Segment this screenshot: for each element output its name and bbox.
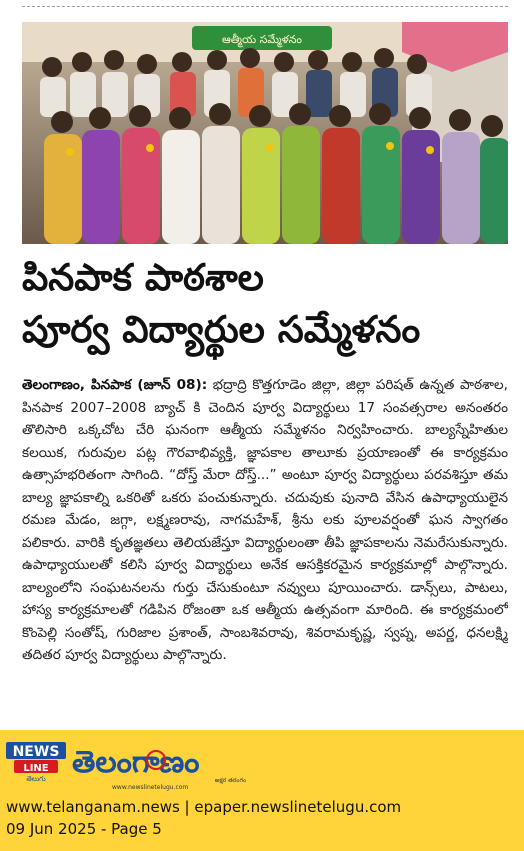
article-photo [22, 22, 508, 244]
news-logo-top: NEWS [12, 744, 60, 760]
top-divider [22, 6, 508, 7]
article-dateline: తెలంగాణం, పినపాక (జూన్ 08): [22, 377, 208, 393]
news-logo-bottom: LINE [23, 763, 49, 774]
paper-tagline: అక్షర తరంగం [214, 777, 246, 784]
news-logo-sub: తెలుగు [26, 775, 46, 782]
footer-urls: www.telanganam.news | epaper.newslinetelugu.com [6, 798, 402, 816]
article-body [22, 374, 508, 720]
group-photo [22, 22, 508, 244]
telanganam-logo-icon [70, 738, 250, 784]
headline-line-2: పూర్వ విద్యార్థుల సమ్మేళనం [22, 308, 421, 351]
article-headline [22, 252, 508, 356]
photo-banner: ఆత్మీయ సమ్మేళనం [222, 33, 302, 46]
newsline-logo-icon [6, 742, 66, 782]
logo-site: www.newslinetelugu.com [112, 784, 189, 791]
headline-line-1: పినపాక పాఠశాల [22, 256, 264, 299]
footer-bar [0, 730, 524, 851]
article-body-text: భద్రాద్రి కొత్తగూడెం జిల్లా, జిల్లా పరిషత్ ఉన్నత పాఠశాల, పినపాక 2007–2008 బ్యాచ్ కి చెందిన పూర్వ విద్యార్థులు 17 సంవత్సరాల అనంతరం తొలిసారి ఒక్కచోట చేరి ఘనంగా ఆత్మీయ సమ్మేళనం నిర్వహించారు. బాల్యస్నేహితుల కలయిక, గురువుల పట్ల గౌరవాభివ్యక్తి, జ్ఞాపకాల తాలూకు ప్రయాణంతో ఈ కార్యక్రమం ఉత్సాహభరితంగా సాగింది. “దోస్త్ మేరా దోస్త్...” అంటూ పూర్వ విద్యార్థులు పరవశిస్తూ తమ బాల్య జ్ఞాపకాల్ని ఒకరితో ఒకరు పంచుకున్నారు. చదువుకు పునాది వేసిన ఉపాధ్యాయులైన రమణ మేడం, జగ్గా, లక్ష్మణరావు, నాగమహేశ్, శ్రీను లకు పూలవర్షంతో ఘన స్వాగతం పలికారు. వారికి కృతజ్ఞతలు తెలియజేస్తూ విద్యార్థులంతా తీపి జ్ఞాపకాలను నెమరేసుకున్నారు. ఉపాధ్యాయులతో కలిసి పూర్వ విద్యార్థులు అనేక ఆసక్తికరమైన కార్యక్రమాల్లో పాల్గొన్నారు. బాల్యంలోని సంఘటనలను గుర్తు చేసుకుంటూ నవ్వులు పూయించారు. డాన్స్‌లు, పాటలు, హాస్య కార్యక్రమాలతో గడిపిన రోజంతా ఒక ఆత్మీయ ఉత్సవంగా మారింది. ఈ కార్యక్రమంలో కొంపెల్లి సంతోష్, గురిజాల ప్రశాంత్, సాంబశివరావు, శివరామకృష్ణ, స్వప్న, అపర్ణ, ధనలక్ష్మి తదితర పూర్వ విద్యార్థులు పాల్గొన్నారు. [22, 377, 508, 663]
paper-name: తెలంగాణం [72, 745, 200, 780]
footer-date-page: 09 Jun 2025 - Page 5 [6, 820, 162, 838]
